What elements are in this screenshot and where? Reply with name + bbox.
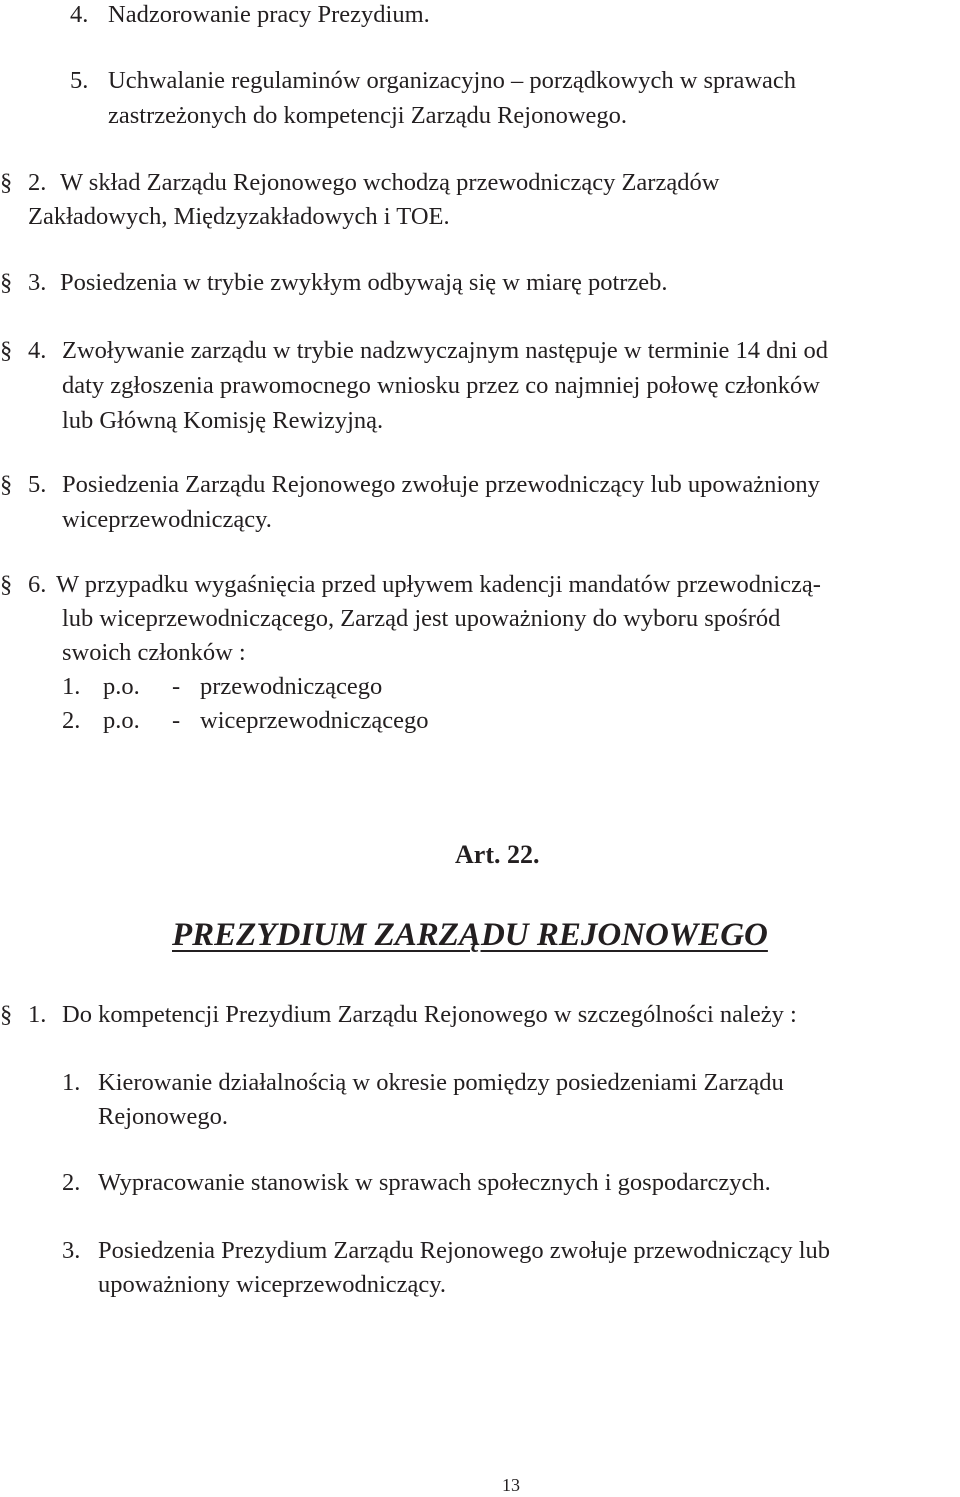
paragraph-line: wiceprzewodniczący. bbox=[62, 506, 272, 533]
item-text-line: upoważniony wiceprzewodniczący. bbox=[98, 1271, 447, 1298]
section-title: PREZYDIUM ZARZĄDU REJONOWEGO bbox=[172, 917, 768, 953]
paragraph-number: 5. bbox=[28, 471, 47, 498]
item-text-line: zastrzeżonych do kompetencji Zarządu Rejonowego. bbox=[108, 102, 628, 129]
item-text-line: Posiedzenia Prezydium Zarządu Rejonowego zwołuje przewodniczący lub bbox=[98, 1237, 831, 1264]
item-text-line: Wypracowanie stanowisk w sprawach społecznych i gospodarczych. bbox=[98, 1169, 771, 1196]
paragraph-number: 2. bbox=[28, 169, 47, 196]
sublist-number: 1. bbox=[62, 673, 81, 700]
paragraph-line: Do kompetencji Prezydium Zarządu Rejonowego w szczególności należy : bbox=[62, 1001, 797, 1028]
paragraph-line: Posiedzenia w trybie zwykłym odbywają się w miarę potrzeb. bbox=[60, 269, 668, 296]
item-text: Nadzorowanie pracy Prezydium. bbox=[108, 1, 430, 28]
sublist-text: przewodniczącego bbox=[200, 673, 383, 700]
item-number: 5. bbox=[70, 67, 89, 94]
paragraph-line: W skład Zarządu Rejonowego wchodzą przewodniczący Zarządów bbox=[60, 169, 720, 196]
item-number: 1. bbox=[62, 1069, 81, 1096]
section-symbol: § bbox=[0, 471, 13, 498]
paragraph-number: 6. bbox=[28, 571, 47, 598]
paragraph-line: Zwoływanie zarządu w trybie nadzwyczajnym następuje w terminie 14 dni od bbox=[62, 337, 829, 364]
section-symbol: § bbox=[0, 269, 13, 296]
sublist-dash: - bbox=[172, 707, 181, 734]
item-text-line: Rejonowego. bbox=[98, 1103, 228, 1130]
paragraph-number: 1. bbox=[28, 1001, 47, 1028]
article-heading: Art. 22. bbox=[455, 840, 540, 869]
sublist-dash: - bbox=[172, 673, 181, 700]
item-number: 2. bbox=[62, 1169, 81, 1196]
section-symbol: § bbox=[0, 337, 13, 364]
paragraph-number: 3. bbox=[28, 269, 47, 296]
paragraph-line: lub Główną Komisję Rewizyjną. bbox=[62, 407, 384, 434]
paragraph-line: Posiedzenia Zarządu Rejonowego zwołuje przewodniczący lub upoważniony bbox=[62, 471, 820, 498]
paragraph-line: daty zgłoszenia prawomocnego wniosku przez co najmniej połowę członków bbox=[62, 372, 820, 399]
item-number: 4. bbox=[70, 1, 89, 28]
section-symbol: § bbox=[0, 571, 13, 598]
paragraph-line: W przypadku wygaśnięcia przed upływem kadencji mandatów przewodniczą- bbox=[56, 571, 821, 598]
paragraph-line: Zakładowych, Międzyzakładowych i TOE. bbox=[28, 203, 450, 230]
sublist-abbr: p.o. bbox=[103, 673, 140, 700]
page-number: 13 bbox=[502, 1475, 520, 1495]
sublist-abbr: p.o. bbox=[103, 707, 140, 734]
sublist-text: wiceprzewodniczącego bbox=[200, 707, 429, 734]
paragraph-line: swoich członków : bbox=[62, 639, 246, 666]
paragraph-number: 4. bbox=[28, 337, 47, 364]
item-number: 3. bbox=[62, 1237, 81, 1264]
item-text-line: Kierowanie działalnością w okresie pomiędzy posiedzeniami Zarządu bbox=[98, 1069, 784, 1096]
section-symbol: § bbox=[0, 169, 13, 196]
section-symbol: § bbox=[0, 1001, 13, 1028]
sublist-number: 2. bbox=[62, 707, 81, 734]
paragraph-line: lub wiceprzewodniczącego, Zarząd jest upoważniony do wyboru spośród bbox=[62, 605, 781, 632]
item-text-line: Uchwalanie regulaminów organizacyjno – porządkowych w sprawach bbox=[108, 67, 797, 94]
